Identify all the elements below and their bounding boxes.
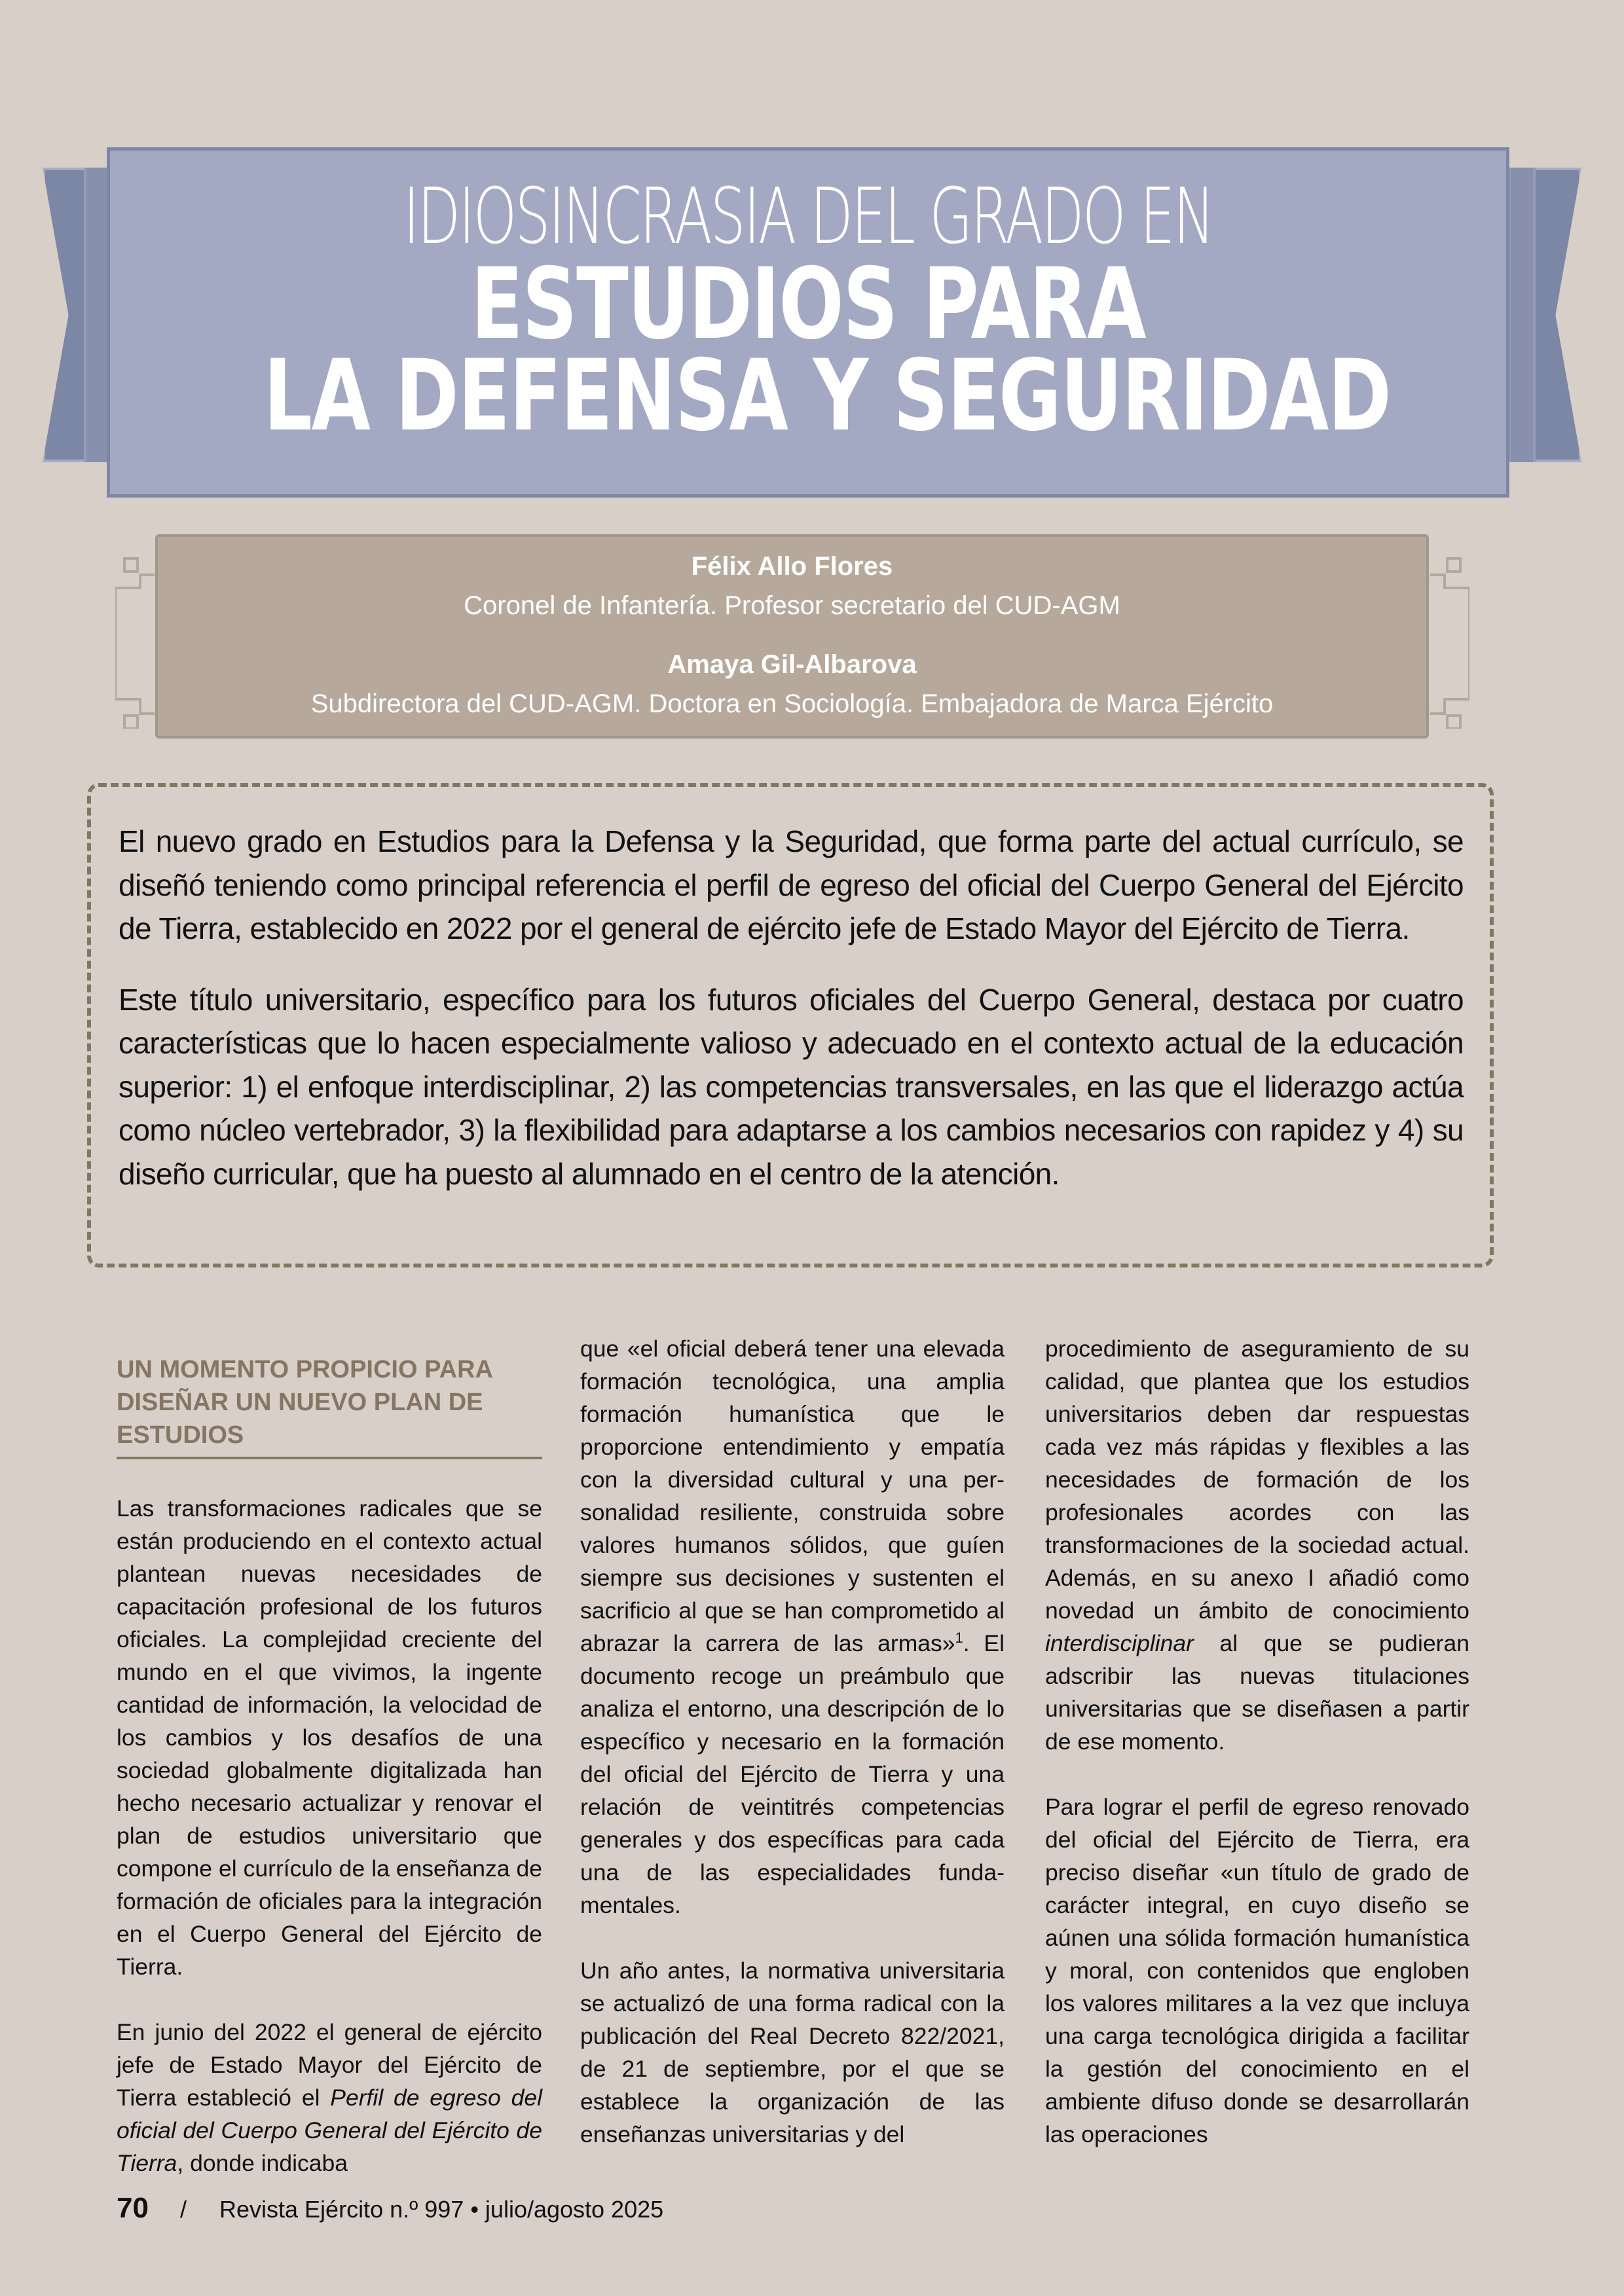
title-main-line-2: LA DEFENSA Y SEGURIDAD <box>263 339 1391 453</box>
author-name: Amaya Gil-Albarova <box>667 650 917 679</box>
abstract-box <box>87 783 1494 1267</box>
authors-box <box>155 534 1429 738</box>
page-footer <box>117 2192 663 2226</box>
body-column-3 <box>1045 1332 1469 2183</box>
author-role: Subdirectora del CUD-AGM. Doctora en Sociología. Embajadora de Marca Ejército <box>310 689 1274 718</box>
author-role: Coronel de Infantería. Profesor secretario del CUD-AGM <box>464 591 1120 620</box>
text-run: . El documento recoge un preámbulo que analiza el entorno, una descripción de lo específico y necesario en la formación del oficial del Ejército de Tierra y una relación de veintitrés competencias generales y dos específicas para cada una de las especialidades fundamentales. <box>580 1630 1005 1918</box>
footer-separator: / <box>179 2196 187 2223</box>
text-run: que «el oficial deberá tener una elevada formación tecnológica, una amplia formación humanística que le proporcione entendimiento y empatía con la diversidad cultural y una personalidad resiliente, construida sobre valores humanos sólidos, que guíen siempre sus decisiones y sustenten el sacrificio al que se han comprometido al abrazar la carrera de las armas» <box>580 1336 1005 1656</box>
text-run: En junio del 2022 el general de ejército jefe de Estado Mayor del Ejército de Tierra estableció el <box>117 2018 542 2111</box>
bracket-ornament-left <box>115 549 155 729</box>
title-main-line-1: ESTUDIOS PARA <box>470 247 1146 361</box>
bracket-ornament-right <box>1430 549 1469 729</box>
body-paragraph: Las transformaciones radicales que se están produciendo en el contexto actual plantean nuevas necesidades de capacitación profesional de los futuros oficiales. La complejidad creciente del mundo en el que vivimos, la ingente cantidad de información, la velocidad de los cambios y los desafíos de una sociedad globalmente digitalizada han hecho necesario actualizar y renovar el plan de estudios universitario que compone el currículo de la enseñanza de formación de oficiales para la integración en el Cuerpo General del Ejército de Tierra. <box>117 1495 542 1980</box>
author-name: Félix Allo Flores <box>691 552 893 581</box>
page-number: 70 <box>117 2192 149 2224</box>
title-kicker: IDIOSINCRASIA DEL GRADO EN <box>403 171 1213 261</box>
body-paragraph <box>580 1332 1005 1922</box>
body-column-2 <box>580 1332 1005 2183</box>
body-paragraph: Un año antes, la normativa universitaria se actualizó de una forma radical con la publicación del Real Decreto 822/2021, de 21 de septiembre, por el que se establece la organización de las enseñanzas universitarias y del <box>580 1958 1005 2147</box>
footnote-reference[interactable]: 1 <box>955 1630 963 1647</box>
body-paragraph <box>1045 1332 1469 1758</box>
body-paragraph <box>117 2016 542 2179</box>
abstract-paragraph: El nuevo grado en Estudios para la Defensa y la Seguridad, que forma parte del actual currículo, se diseñó teniendo como principal referencia el perfil de egreso del oficial del Cuerpo General del Ejército de Tierra, establecido en 2022 por el general de ejército jefe de Estado Mayor del Ejército de Tierra. <box>119 824 1464 945</box>
abstract-paragraph: Este título universitario, específico para los futuros oficiales del Cuerpo General, destaca por cuatro características que lo hacen especialmente valioso y adecuado en el contexto actual de la educación superior: 1) el enfoque interdisciplinar, 2) las competencias transversales, en las que el liderazgo actúa como núcleo vertebrador, 3) la flexibilidad para adaptarse a los cambios necesarios con rapidez y 4) su diseño curricular, que ha puesto al alumnado en el centro de la atención. <box>119 982 1464 1191</box>
body-paragraph: Para lograr el perfil de egreso renovado del oficial del Ejército de Tierra, era preciso diseñar «un título de grado de carácter integral, en cuyo diseño se aúnen una sólida formación humanística y moral, con contenidos que engloben los valores militares a la vez que incluya una carga tecnológica dirigida a facilitar la gestión del conocimiento en el ambiente difuso donde se desarrollarán las operaciones <box>1045 1794 1469 2147</box>
title-banner <box>107 147 1509 498</box>
text-run: , donde indicaba <box>177 2149 348 2176</box>
publication-info: Revista Ejército n.º 997 • julio/agosto 2025 <box>219 2196 664 2223</box>
text-run: al que se pudieran adscribir las nuevas titulaciones universitarias que se diseñasen a partir de ese momento. <box>1045 1630 1469 1755</box>
text-run: procedimiento de aseguramiento de su calidad, que plantea que los estudios universitarios deben dar respuestas cada vez más rápidas y flexibles a las necesidades de formación de los profesionales acordes con las transformaciones de la sociedad actual. Además, en su anexo I añadió como novedad un ámbito de conocimiento <box>1045 1336 1469 1624</box>
section-heading: UN MOMENTO PROPICIO PARA DISEÑAR UN NUEVO PLAN DE ESTUDIOS <box>117 1353 542 1459</box>
ribbon-fold-right <box>1508 168 1536 462</box>
body-column-1 <box>117 1332 542 2212</box>
document-title-italic: Perfil de egreso del oficial del Cuerpo General del Ejército de Tierra <box>117 2084 542 2176</box>
italic-term: interdisciplinar <box>1045 1630 1194 1656</box>
